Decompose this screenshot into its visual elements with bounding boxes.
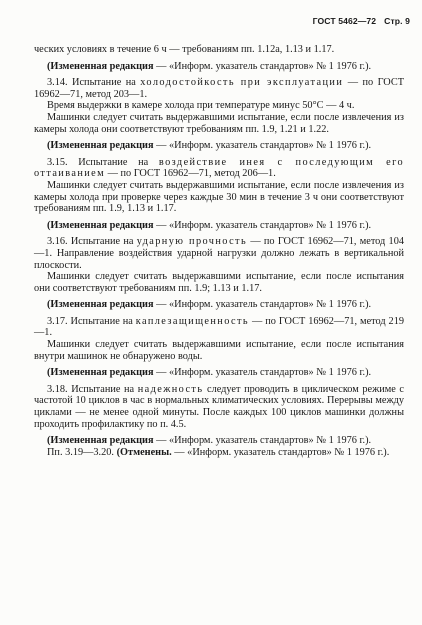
page-header xyxy=(313,16,410,26)
amendment-note: (Измененная редакция — «Информ. указатель стандартов» № 1 1976 г.). xyxy=(47,60,372,72)
paragraph: ческих условиях в течение 6 ч — требованиям пп. 1.12а, 1.13 и 1.17. xyxy=(34,44,335,55)
clause-3-18: 3.18. Испытание на надежность следует проводить в циклическом режиме с частотой 10 циклов в час в нормальных климатических условиях. Перерывы между циклами — не менее одной минуты. После каждых 100 циклов машинки должны проходить профилактику по п. 4.5. xyxy=(34,383,404,430)
amendment-note: (Измененная редакция — «Информ. указатель стандартов» № 1 1976 г.). xyxy=(47,140,372,152)
document-body xyxy=(34,44,404,463)
paragraph: Машинки следует считать выдержавшими испытание, если после испытания внутри машинок не обнаружено воды. xyxy=(34,339,404,362)
page-number: Стр. 9 xyxy=(384,16,410,26)
paragraph: Машинки следует считать выдержавшими испытание, если после испытания они соответствуют требованиям пп. 1.9; 1.13 и 1.17. xyxy=(34,271,404,294)
paragraph: Время выдержки в камере холода при температуре минус 50°С — 4 ч. xyxy=(47,100,355,112)
amendment-note: (Измененная редакция — «Информ. указатель стандартов» № 1 1976 г.). xyxy=(47,435,372,447)
clause-3-16: 3.16. Испытание на ударную прочность — по ГОСТ 16962—71, метод 104—1. Направление воздействия ударной нагрузки должно лежать в вертикальной плоскости. xyxy=(34,236,404,271)
clauses-3-19-3-20-cancelled: Пп. 3.19—3.20. (Отменены. — «Информ. указатель стандартов» № 1 1976 г.). xyxy=(47,446,390,458)
amendment-note: (Измененная редакция — «Информ. указатель стандартов» № 1 1976 г.). xyxy=(47,299,372,311)
standard-number: ГОСТ 5462—72 xyxy=(312,16,377,26)
amendment-note: (Измененная редакция — «Информ. указатель стандартов» № 1 1976 г.). xyxy=(47,219,372,231)
amendment-note: (Измененная редакция — «Информ. указатель стандартов» № 1 1976 г.). xyxy=(47,367,372,379)
paragraph: Машинки следует считать выдержавшими испытание, если после извлечения из камеры холода они соответствуют требованиям пп. 1.9, 1.21 и 1.22. xyxy=(34,111,404,135)
paragraph: Машинки следует считать выдержавшими испытание, если после извлечения из камеры холода при проверке через каждые 30 мин в течение 3 ч они соответствуют требованиям пп. 1.9, 1.13 и 1.17. xyxy=(34,179,404,215)
clause-3-17: 3.17. Испытание на каплезащищенность — по ГОСТ 16962—71, метод 219—1. xyxy=(34,315,404,339)
clause-3-15: 3.15. Испытание на воздействие инея с последующим его оттаиванием — по ГОСТ 16962—71, метод 206—1. xyxy=(34,156,404,180)
clause-3-14: 3.14. Испытание на холодостойкость при эксплуатации — по ГОСТ 16962—71, метод 203—1. xyxy=(34,77,404,100)
